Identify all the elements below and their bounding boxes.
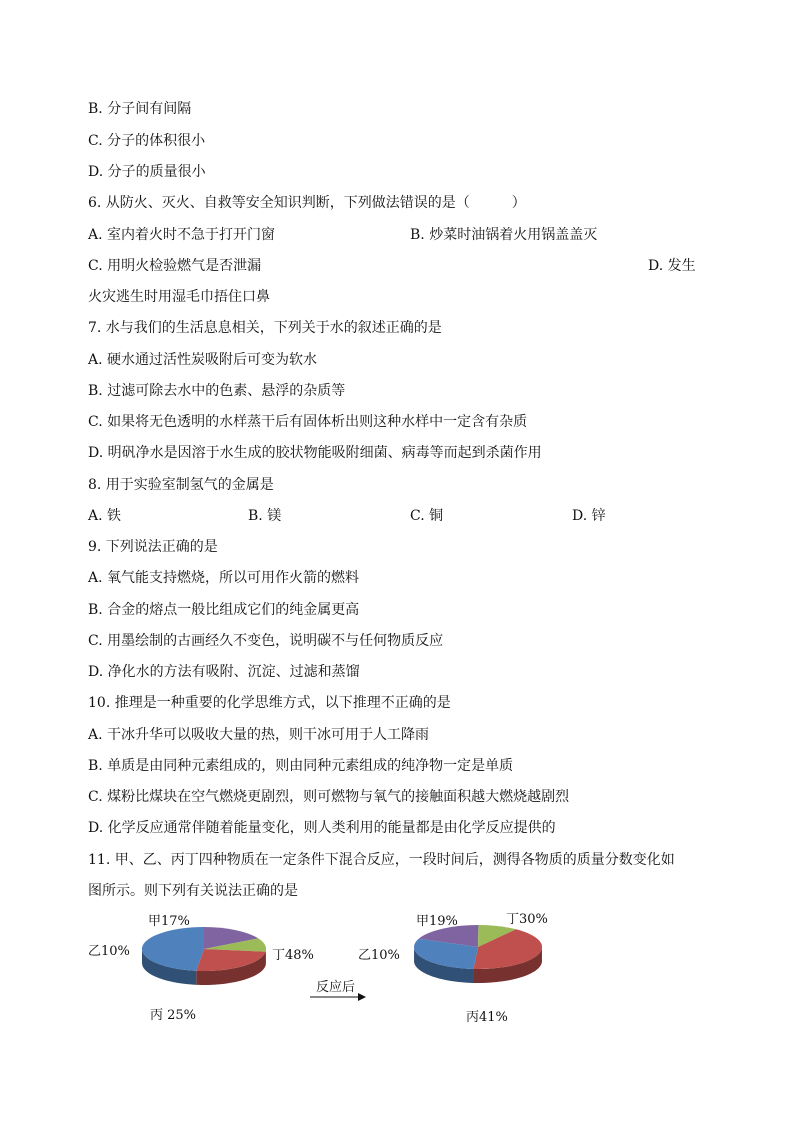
pie1-label-bing: 丙41% [466, 1010, 508, 1025]
pie-chart-before [142, 927, 266, 985]
q8-option-d: D. 锌 [572, 508, 606, 524]
q9-option-b: B. 合金的熔点一般比组成它们的纯金属更高 [88, 602, 360, 618]
question-9: 9. 下列说法正确的是 [88, 539, 218, 555]
q5-option-b: B. 分子间有间隔 [88, 101, 192, 117]
q6-option-d-start: D. 发生 [648, 258, 696, 274]
question-8: 8. 用于实验室制氢气的金属是 [88, 477, 274, 493]
q7-option-d: D. 明矾净水是因溶于水生成的胶状物能吸附细菌、病毒等而起到杀菌作用 [88, 445, 542, 461]
q10-option-c: C. 煤粉比煤块在空气燃烧更剧烈，则可燃物与氧气的接触面积越大燃烧越剧烈 [88, 789, 570, 805]
q10-option-a: A. 干冰升华可以吸收大量的热，则干冰可用于人工降雨 [88, 727, 430, 743]
pie-chart-after [414, 925, 542, 983]
question-7: 7. 水与我们的生活息息相关，下列关于水的叙述正确的是 [88, 320, 442, 336]
q6-option-d-cont: 火灾逃生时用湿毛巾捂住口鼻 [88, 289, 270, 305]
arrow-label: 反应后 [316, 980, 356, 995]
q7-option-a: A. 硬水通过活性炭吸附后可变为软水 [88, 352, 318, 368]
q6-option-a: A. 室内着火时不急于打开门窗 [88, 227, 276, 243]
q9-option-a: A. 氧气能支持燃烧，所以可用作火箭的燃料 [88, 570, 360, 586]
q9-option-c: C. 用墨绘制的古画经久不变色，说明碳不与任何物质反应 [88, 633, 444, 649]
q5-option-c: C. 分子的体积很小 [88, 133, 206, 149]
q8-option-c: C. 铜 [410, 508, 444, 524]
q7-option-b: B. 过滤可除去水中的色素、悬浮的杂质等 [88, 383, 346, 399]
question-11-cont: 图所示。则下列有关说法正确的是 [88, 883, 298, 899]
q9-option-d: D. 净化水的方法有吸附、沉淀、过滤和蒸馏 [88, 664, 360, 680]
question-11: 11. 甲、乙、丙丁四种物质在一定条件下混合反应，一段时间后，测得各物质的质量分数变化如 [88, 852, 675, 868]
pie0-label-bing: 丙 25% [150, 1008, 197, 1023]
pie0-label-ding: 丁48% [272, 948, 314, 963]
question-6: 6. 从防火、灭火、自救等安全知识判断，下列做法错误的是（ ） [88, 195, 526, 211]
q6-option-b: B. 炒菜时油锅着火用锅盖盖灭 [410, 227, 598, 243]
q6-option-c: C. 用明火检验燃气是否泄漏 [88, 258, 262, 274]
pie1-label-yi: 乙10% [358, 948, 400, 963]
arrow-head [358, 993, 366, 1001]
question-10: 10. 推理是一种重要的化学思维方式，以下推理不正确的是 [88, 695, 451, 711]
q5-option-d: D. 分子的质量很小 [88, 164, 206, 180]
q8-option-a: A. 铁 [88, 508, 122, 524]
pie1-label-ding: 丁30% [506, 912, 548, 927]
pie0-label-jia: 甲17% [148, 914, 190, 929]
q7-option-c: C. 如果将无色透明的水样蒸干后有固体析出则这种水样中一定含有杂质 [88, 414, 528, 430]
q10-option-d: D. 化学反应通常伴随着能量变化，则人类利用的能量都是由化学反应提供的 [88, 820, 556, 836]
q8-option-b: B. 镁 [248, 508, 282, 524]
q10-option-b: B. 单质是由同种元素组成的，则由同种元素组成的纯净物一定是单质 [88, 758, 514, 774]
pie1-label-jia: 甲19% [416, 914, 458, 929]
pie-charts-figure [0, 905, 794, 1045]
pie0-label-yi: 乙10% [88, 944, 130, 959]
